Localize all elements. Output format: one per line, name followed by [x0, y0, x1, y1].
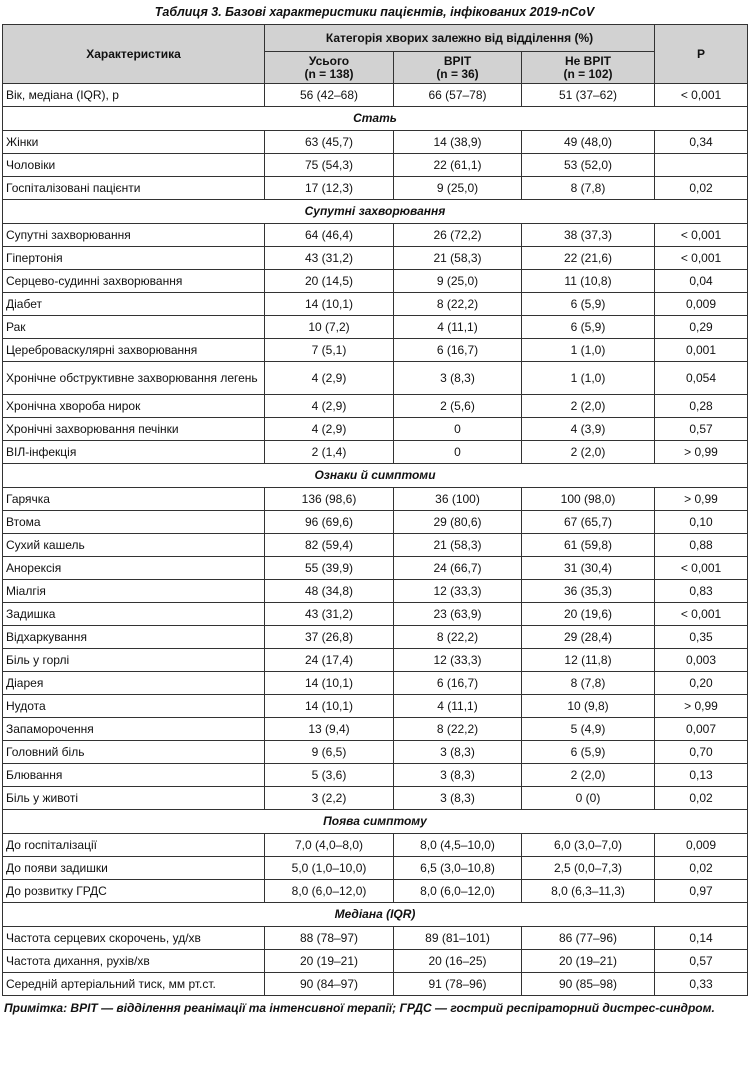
cell-non-icu: 6 (5,9)	[522, 741, 655, 764]
cell-icu: 0	[394, 418, 522, 441]
table-row	[3, 603, 748, 626]
cell-p: 0,33	[655, 973, 748, 996]
row-label: Біль у животі	[3, 787, 265, 810]
cell-non-icu: 51 (37–62)	[522, 84, 655, 107]
cell-non-icu: 2 (2,0)	[522, 395, 655, 418]
cell-icu: 9 (25,0)	[394, 177, 522, 200]
section-row	[3, 810, 748, 834]
cell-p: 0,009	[655, 834, 748, 857]
cell-non-icu: 12 (11,8)	[522, 649, 655, 672]
header-icu: ВРІТ (n = 36)	[394, 52, 522, 84]
row-label: Серцево-судинні захворювання	[3, 270, 265, 293]
table-row	[3, 362, 748, 395]
row-label: Рак	[3, 316, 265, 339]
cell-icu: 9 (25,0)	[394, 270, 522, 293]
cell-non-icu: 0 (0)	[522, 787, 655, 810]
cell-p: 0,57	[655, 418, 748, 441]
cell-icu: 0	[394, 441, 522, 464]
cell-non-icu: 31 (30,4)	[522, 557, 655, 580]
cell-non-icu: 10 (9,8)	[522, 695, 655, 718]
row-label: Біль у горлі	[3, 649, 265, 672]
table-row	[3, 270, 748, 293]
cell-total: 20 (19–21)	[265, 950, 394, 973]
cell-total: 9 (6,5)	[265, 741, 394, 764]
cell-non-icu: 11 (10,8)	[522, 270, 655, 293]
section-title: Супутні захворювання	[3, 200, 748, 224]
cell-total: 24 (17,4)	[265, 649, 394, 672]
cell-p: 0,001	[655, 339, 748, 362]
table-row	[3, 950, 748, 973]
cell-p: 0,02	[655, 857, 748, 880]
cell-total: 75 (54,3)	[265, 154, 394, 177]
table-row	[3, 557, 748, 580]
header-characteristic: Характеристика	[3, 25, 265, 84]
table-note: Примітка: ВРІТ — відділення реанімації та інтенсивної терапії; ГРДС — гострий респіраторний дистрес-синдром.	[4, 1001, 715, 1015]
cell-p: 0,88	[655, 534, 748, 557]
cell-total: 82 (59,4)	[265, 534, 394, 557]
section-title: Ознаки й симптоми	[3, 464, 748, 488]
row-label: Втома	[3, 511, 265, 534]
table-caption: Таблиця 3. Базові характеристики пацієнтів, інфікованих 2019-nCoV	[154, 5, 595, 19]
cell-total: 4 (2,9)	[265, 362, 394, 395]
cell-total: 8,0 (6,0–12,0)	[265, 880, 394, 903]
cell-p: 0,04	[655, 270, 748, 293]
cell-total: 3 (2,2)	[265, 787, 394, 810]
row-label: Хронічне обструктивне захворювання легень	[3, 362, 265, 395]
table-row	[3, 511, 748, 534]
row-label: Хронічні захворювання печінки	[3, 418, 265, 441]
cell-p: 0,35	[655, 626, 748, 649]
table-row	[3, 626, 748, 649]
cell-non-icu: 1 (1,0)	[522, 339, 655, 362]
cell-p: 0,70	[655, 741, 748, 764]
cell-total: 4 (2,9)	[265, 395, 394, 418]
cell-non-icu: 8 (7,8)	[522, 177, 655, 200]
cell-icu: 8 (22,2)	[394, 718, 522, 741]
cell-p: 0,054	[655, 362, 748, 395]
table-row	[3, 131, 748, 154]
row-label: Запаморочення	[3, 718, 265, 741]
table-row	[3, 316, 748, 339]
cell-icu: 89 (81–101)	[394, 927, 522, 950]
cell-total: 136 (98,6)	[265, 488, 394, 511]
section-title: Стать	[3, 107, 748, 131]
section-row	[3, 200, 748, 224]
row-label: Чоловіки	[3, 154, 265, 177]
cell-non-icu: 29 (28,4)	[522, 626, 655, 649]
cell-icu: 3 (8,3)	[394, 787, 522, 810]
cell-total: 2 (1,4)	[265, 441, 394, 464]
cell-total: 37 (26,8)	[265, 626, 394, 649]
table-row	[3, 395, 748, 418]
section-title: Поява симптому	[3, 810, 748, 834]
cell-icu: 29 (80,6)	[394, 511, 522, 534]
cell-icu: 8,0 (4,5–10,0)	[394, 834, 522, 857]
row-label: Діарея	[3, 672, 265, 695]
cell-icu: 91 (78–96)	[394, 973, 522, 996]
cell-icu: 8,0 (6,0–12,0)	[394, 880, 522, 903]
table-row	[3, 672, 748, 695]
cell-non-icu: 6,0 (3,0–7,0)	[522, 834, 655, 857]
cell-total: 88 (78–97)	[265, 927, 394, 950]
cell-p: 0,34	[655, 131, 748, 154]
cell-icu: 21 (58,3)	[394, 247, 522, 270]
row-label: Сухий кашель	[3, 534, 265, 557]
cell-icu: 8 (22,2)	[394, 626, 522, 649]
cell-p: < 0,001	[655, 603, 748, 626]
cell-total: 48 (34,8)	[265, 580, 394, 603]
cell-non-icu: 8 (7,8)	[522, 672, 655, 695]
cell-non-icu: 61 (59,8)	[522, 534, 655, 557]
header-category: Категорія хворих залежно від відділення (%)	[265, 25, 655, 52]
cell-total: 7 (5,1)	[265, 339, 394, 362]
row-label: До госпіталізації	[3, 834, 265, 857]
cell-icu: 3 (8,3)	[394, 362, 522, 395]
row-label: До розвитку ГРДС	[3, 880, 265, 903]
cell-non-icu: 6 (5,9)	[522, 316, 655, 339]
row-label: Гарячка	[3, 488, 265, 511]
table-row	[3, 695, 748, 718]
cell-icu: 6 (16,7)	[394, 339, 522, 362]
cell-total: 64 (46,4)	[265, 224, 394, 247]
row-label: Відхаркування	[3, 626, 265, 649]
cell-total: 43 (31,2)	[265, 247, 394, 270]
cell-icu: 3 (8,3)	[394, 741, 522, 764]
header-p: P	[655, 25, 748, 84]
cell-icu: 23 (63,9)	[394, 603, 522, 626]
section-row	[3, 464, 748, 488]
cell-p: 0,009	[655, 293, 748, 316]
cell-icu: 26 (72,2)	[394, 224, 522, 247]
cell-p: < 0,001	[655, 224, 748, 247]
table-row	[3, 247, 748, 270]
cell-p: 0,007	[655, 718, 748, 741]
cell-non-icu: 20 (19–21)	[522, 950, 655, 973]
row-label: Гіпертонія	[3, 247, 265, 270]
table-row	[3, 764, 748, 787]
cell-non-icu: 1 (1,0)	[522, 362, 655, 395]
table-row	[3, 293, 748, 316]
cell-icu: 66 (57–78)	[394, 84, 522, 107]
cell-total: 14 (10,1)	[265, 695, 394, 718]
table-row	[3, 418, 748, 441]
cell-p: 0,20	[655, 672, 748, 695]
section-row	[3, 903, 748, 927]
cell-total: 13 (9,4)	[265, 718, 394, 741]
table-row	[3, 787, 748, 810]
cell-non-icu: 67 (65,7)	[522, 511, 655, 534]
cell-non-icu: 22 (21,6)	[522, 247, 655, 270]
cell-non-icu: 2 (2,0)	[522, 441, 655, 464]
row-label: Анорексія	[3, 557, 265, 580]
cell-p: > 0,99	[655, 695, 748, 718]
row-label: Частота серцевих скорочень, уд/хв	[3, 927, 265, 950]
cell-non-icu: 20 (19,6)	[522, 603, 655, 626]
cell-total: 5,0 (1,0–10,0)	[265, 857, 394, 880]
table-row	[3, 880, 748, 903]
cell-p: > 0,99	[655, 441, 748, 464]
row-label: Блювання	[3, 764, 265, 787]
cell-icu: 24 (66,7)	[394, 557, 522, 580]
table-row	[3, 973, 748, 996]
table-row	[3, 534, 748, 557]
table-row	[3, 927, 748, 950]
section-title: Медіана (IQR)	[3, 903, 748, 927]
cell-non-icu: 86 (77–96)	[522, 927, 655, 950]
table-row	[3, 580, 748, 603]
row-label: Жінки	[3, 131, 265, 154]
row-label: Міалгія	[3, 580, 265, 603]
table-row	[3, 857, 748, 880]
cell-p: < 0,001	[655, 557, 748, 580]
cell-total: 90 (84–97)	[265, 973, 394, 996]
cell-icu: 4 (11,1)	[394, 695, 522, 718]
cell-non-icu: 53 (52,0)	[522, 154, 655, 177]
cell-non-icu: 90 (85–98)	[522, 973, 655, 996]
cell-p: 0,83	[655, 580, 748, 603]
table-row	[3, 718, 748, 741]
table-row	[3, 154, 748, 177]
cell-icu: 6,5 (3,0–10,8)	[394, 857, 522, 880]
header-total: Усього (n = 138)	[265, 52, 394, 84]
cell-p	[655, 154, 748, 177]
cell-p: 0,14	[655, 927, 748, 950]
table-row	[3, 649, 748, 672]
table-row	[3, 224, 748, 247]
row-label: Хронічна хвороба нирок	[3, 395, 265, 418]
cell-p: 0,57	[655, 950, 748, 973]
header-non-icu: Не ВРІТ (n = 102)	[522, 52, 655, 84]
table-row	[3, 177, 748, 200]
cell-non-icu: 38 (37,3)	[522, 224, 655, 247]
table-row	[3, 488, 748, 511]
cell-icu: 14 (38,9)	[394, 131, 522, 154]
cell-non-icu: 49 (48,0)	[522, 131, 655, 154]
row-label: Діабет	[3, 293, 265, 316]
cell-total: 14 (10,1)	[265, 672, 394, 695]
cell-total: 14 (10,1)	[265, 293, 394, 316]
row-label: Супутні захворювання	[3, 224, 265, 247]
cell-icu: 6 (16,7)	[394, 672, 522, 695]
cell-total: 43 (31,2)	[265, 603, 394, 626]
row-label: Госпіталізовані пацієнти	[3, 177, 265, 200]
cell-total: 10 (7,2)	[265, 316, 394, 339]
cell-non-icu: 100 (98,0)	[522, 488, 655, 511]
cell-icu: 36 (100)	[394, 488, 522, 511]
cell-total: 4 (2,9)	[265, 418, 394, 441]
row-label: Середній артеріальний тиск, мм рт.ст.	[3, 973, 265, 996]
cell-total: 96 (69,6)	[265, 511, 394, 534]
cell-total: 20 (14,5)	[265, 270, 394, 293]
cell-p: 0,28	[655, 395, 748, 418]
cell-p: 0,003	[655, 649, 748, 672]
cell-non-icu: 2,5 (0,0–7,3)	[522, 857, 655, 880]
cell-p: 0,29	[655, 316, 748, 339]
cell-icu: 20 (16–25)	[394, 950, 522, 973]
cell-total: 55 (39,9)	[265, 557, 394, 580]
cell-icu: 4 (11,1)	[394, 316, 522, 339]
cell-p: 0,02	[655, 787, 748, 810]
cell-p: 0,10	[655, 511, 748, 534]
cell-icu: 12 (33,3)	[394, 580, 522, 603]
cell-total: 7,0 (4,0–8,0)	[265, 834, 394, 857]
patient-characteristics-table	[2, 24, 748, 996]
table-body	[3, 84, 748, 996]
cell-total: 5 (3,6)	[265, 764, 394, 787]
table-row	[3, 339, 748, 362]
section-row	[3, 107, 748, 131]
table-row	[3, 84, 748, 107]
cell-non-icu: 2 (2,0)	[522, 764, 655, 787]
row-label: Нудота	[3, 695, 265, 718]
cell-p: < 0,001	[655, 247, 748, 270]
row-label: ВІЛ-інфекція	[3, 441, 265, 464]
cell-total: 56 (42–68)	[265, 84, 394, 107]
cell-p: > 0,99	[655, 488, 748, 511]
cell-total: 17 (12,3)	[265, 177, 394, 200]
row-label: До появи задишки	[3, 857, 265, 880]
cell-p: 0,02	[655, 177, 748, 200]
cell-p: < 0,001	[655, 84, 748, 107]
cell-non-icu: 5 (4,9)	[522, 718, 655, 741]
cell-icu: 2 (5,6)	[394, 395, 522, 418]
row-label: Задишка	[3, 603, 265, 626]
cell-non-icu: 4 (3,9)	[522, 418, 655, 441]
row-label: Частота дихання, рухів/хв	[3, 950, 265, 973]
cell-icu: 21 (58,3)	[394, 534, 522, 557]
row-label: Вік, медіана (IQR), р	[3, 84, 265, 107]
cell-icu: 8 (22,2)	[394, 293, 522, 316]
cell-icu: 22 (61,1)	[394, 154, 522, 177]
row-label: Головний біль	[3, 741, 265, 764]
table-row	[3, 441, 748, 464]
cell-p: 0,13	[655, 764, 748, 787]
cell-non-icu: 8,0 (6,3–11,3)	[522, 880, 655, 903]
cell-p: 0,97	[655, 880, 748, 903]
cell-non-icu: 6 (5,9)	[522, 293, 655, 316]
cell-total: 63 (45,7)	[265, 131, 394, 154]
table-row	[3, 741, 748, 764]
table-row	[3, 834, 748, 857]
row-label: Цереброваскулярні захворювання	[3, 339, 265, 362]
cell-icu: 12 (33,3)	[394, 649, 522, 672]
cell-icu: 3 (8,3)	[394, 764, 522, 787]
cell-non-icu: 36 (35,3)	[522, 580, 655, 603]
